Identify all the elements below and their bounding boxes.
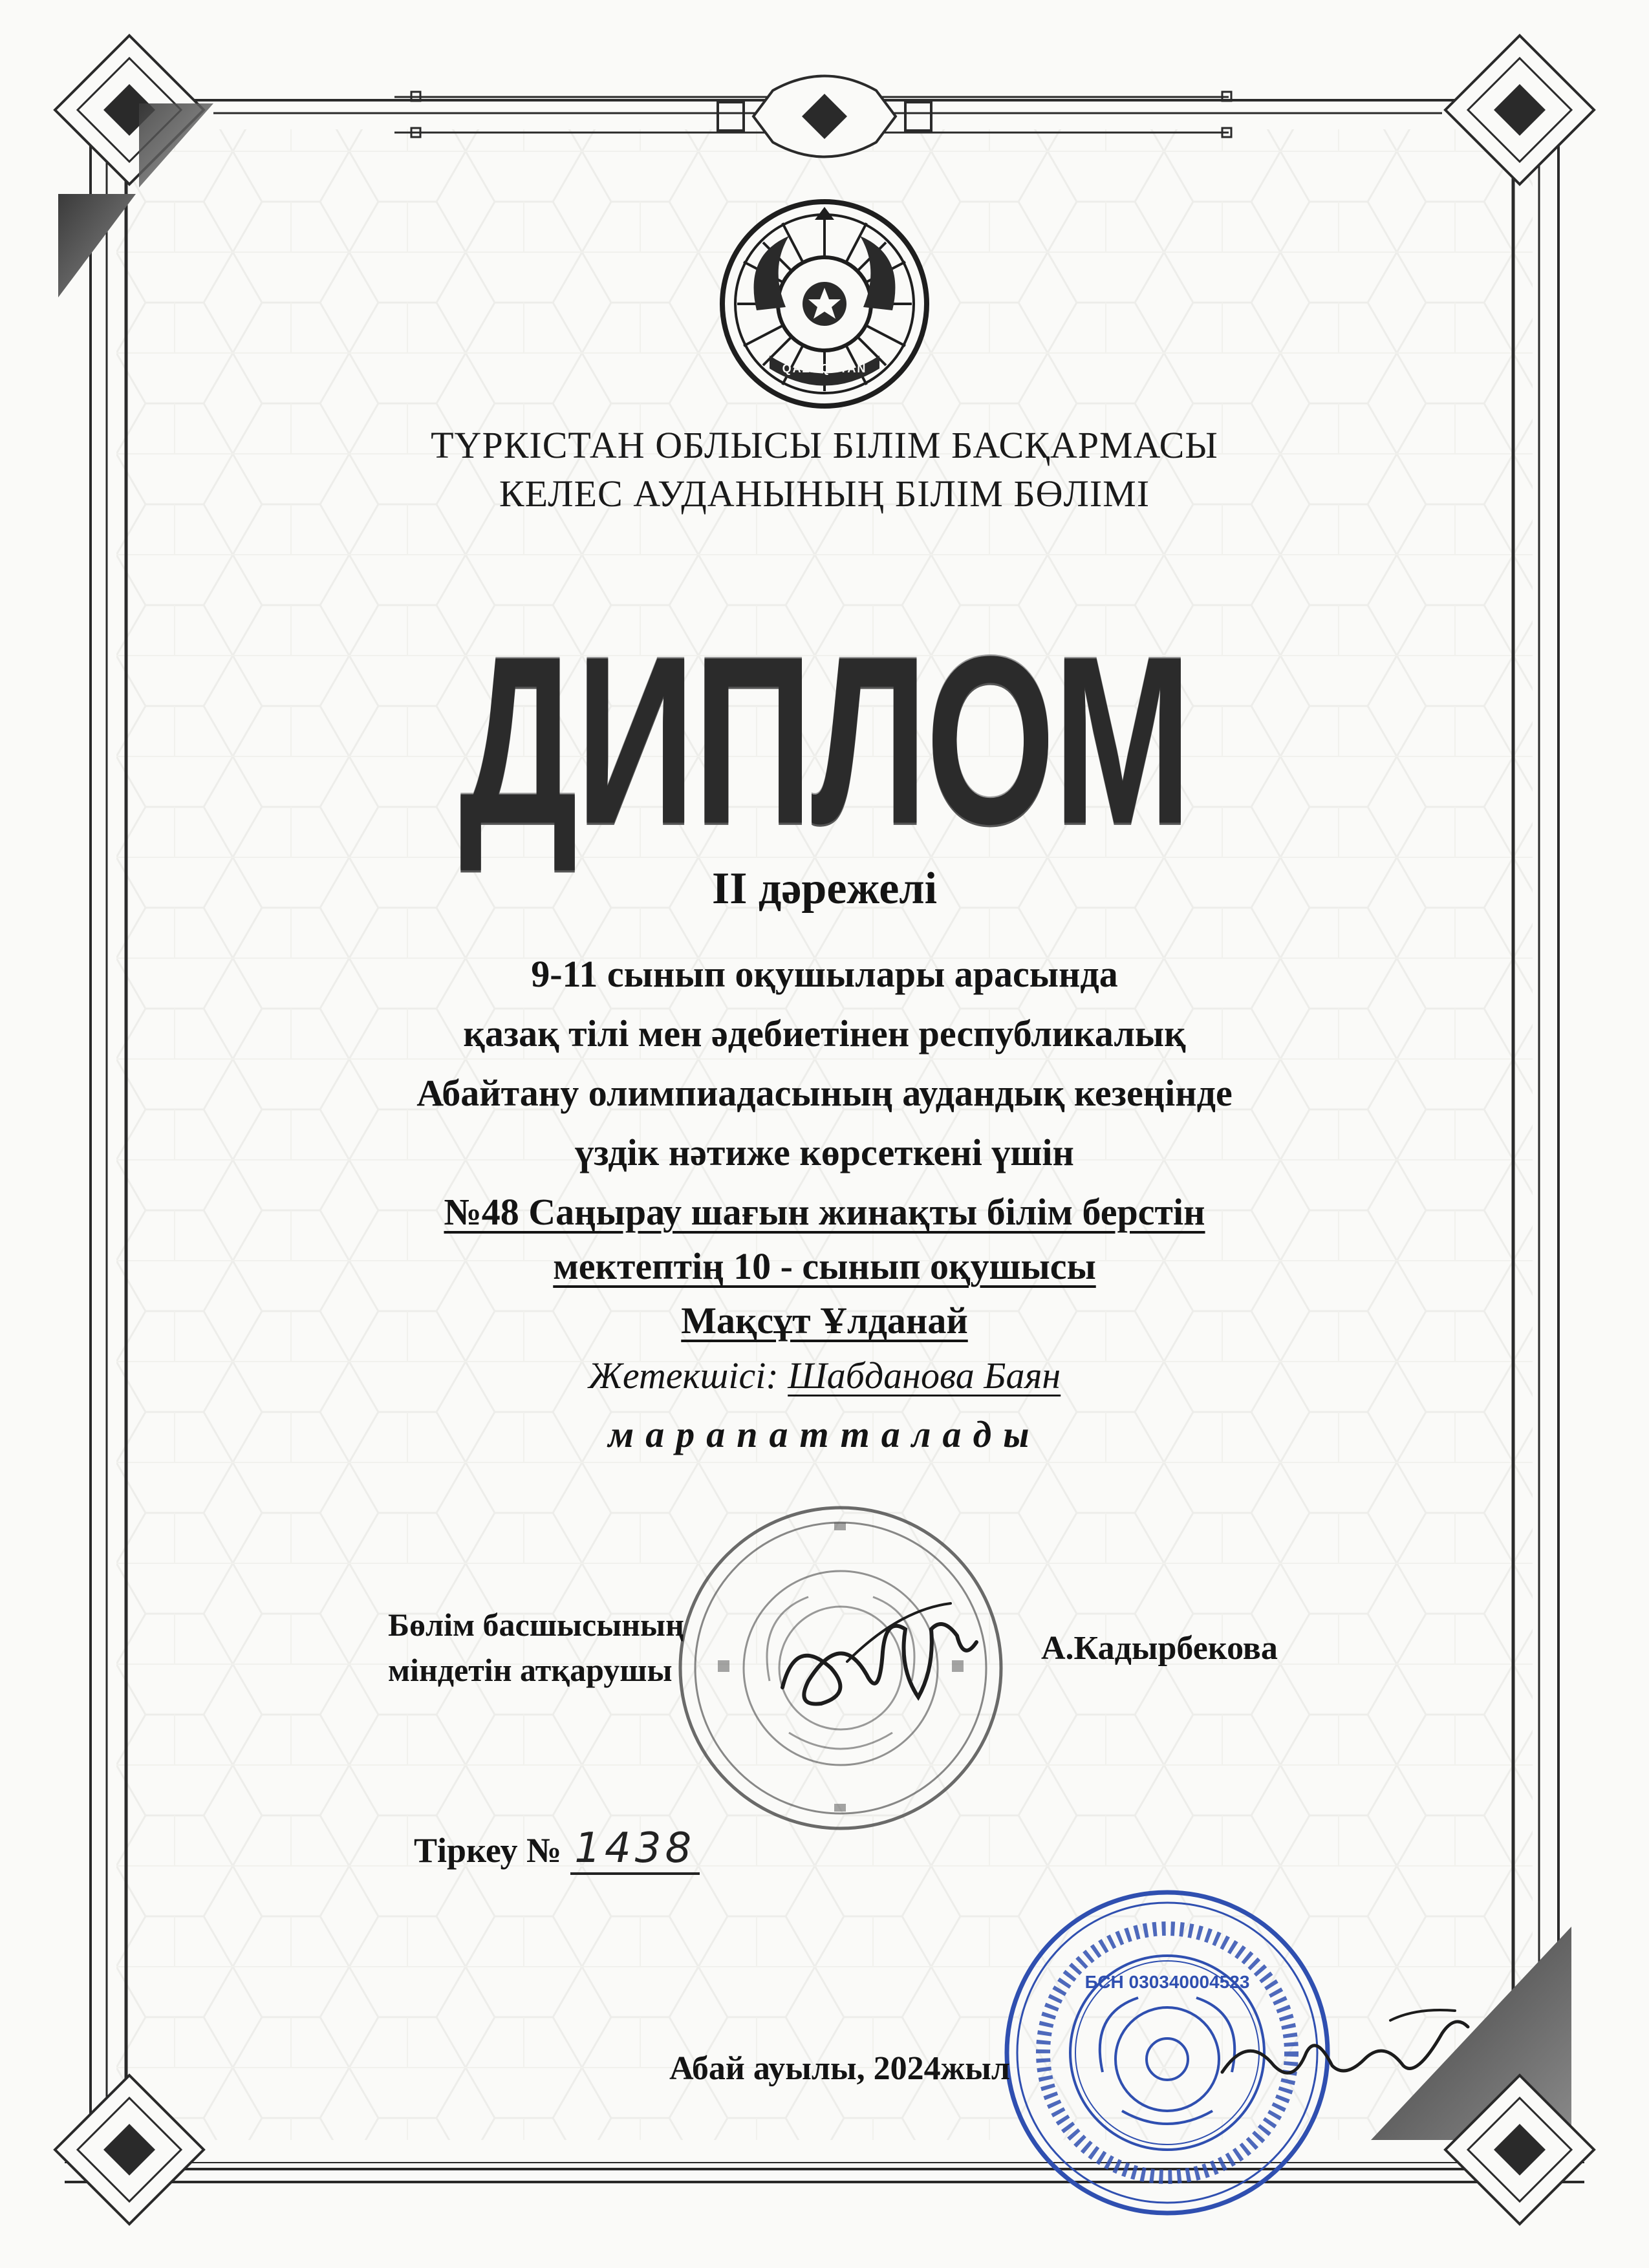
signature-role-line2: міндетін атқарушы	[388, 1652, 673, 1688]
org-name-line1: ТҮРКІСТАН ОБЛЫСЫ БІЛІМ БАСҚАРМАСЫ	[431, 424, 1218, 466]
registration-number: 1438	[570, 1824, 700, 1875]
school-line-2: мектептің 10 - сынып оқушысы	[553, 1245, 1096, 1287]
emblem-caption: QAZAQSTAN	[782, 362, 867, 375]
registration-line	[414, 1824, 700, 1875]
signatory-name: А.Кадырбекова	[1041, 1630, 1278, 1667]
signature-role	[388, 1602, 684, 1693]
place-date: Абай ауылы, 2024жыл	[669, 2050, 1011, 2087]
supervisor-name: Шабданова Баян	[788, 1354, 1061, 1396]
body-line-4: үздік нәтиже көрсеткені үшін	[575, 1131, 1074, 1173]
body-line-3: Абайтану олимпиадасының аудандық кезеңінде	[416, 1072, 1233, 1114]
body-line-2: қазақ тілі мен әдебиетінен республикалық	[463, 1012, 1186, 1054]
signature-role-line1: Бөлім басшысының	[388, 1607, 684, 1643]
body-line-1: 9-11 сынып оқушылары арасында	[531, 953, 1118, 995]
blue-seal-bin: БСН 030340004523	[1084, 1972, 1250, 1992]
org-name-line2: КЕЛЕС АУДАНЫНЫҢ БІЛІМ БӨЛІМІ	[499, 473, 1150, 515]
student-name: Мақсұт Ұлданай	[681, 1300, 968, 1342]
diploma-title: ДИПЛОМ	[459, 606, 1190, 873]
degree-label: II дәрежелі	[711, 864, 938, 914]
second-signature	[1209, 1995, 1481, 2111]
awarded-text: марапатталады	[608, 1413, 1041, 1455]
registration-label: Тіркеу №	[414, 1831, 562, 1870]
state-emblem-icon	[718, 197, 931, 411]
school-line-1: №48 Саңырау шағын жинақты білім берстін	[444, 1191, 1205, 1233]
supervisor-line	[0, 1354, 1649, 1397]
supervisor-label: Жетекшісі:	[588, 1354, 779, 1396]
director-signature	[770, 1590, 989, 1739]
